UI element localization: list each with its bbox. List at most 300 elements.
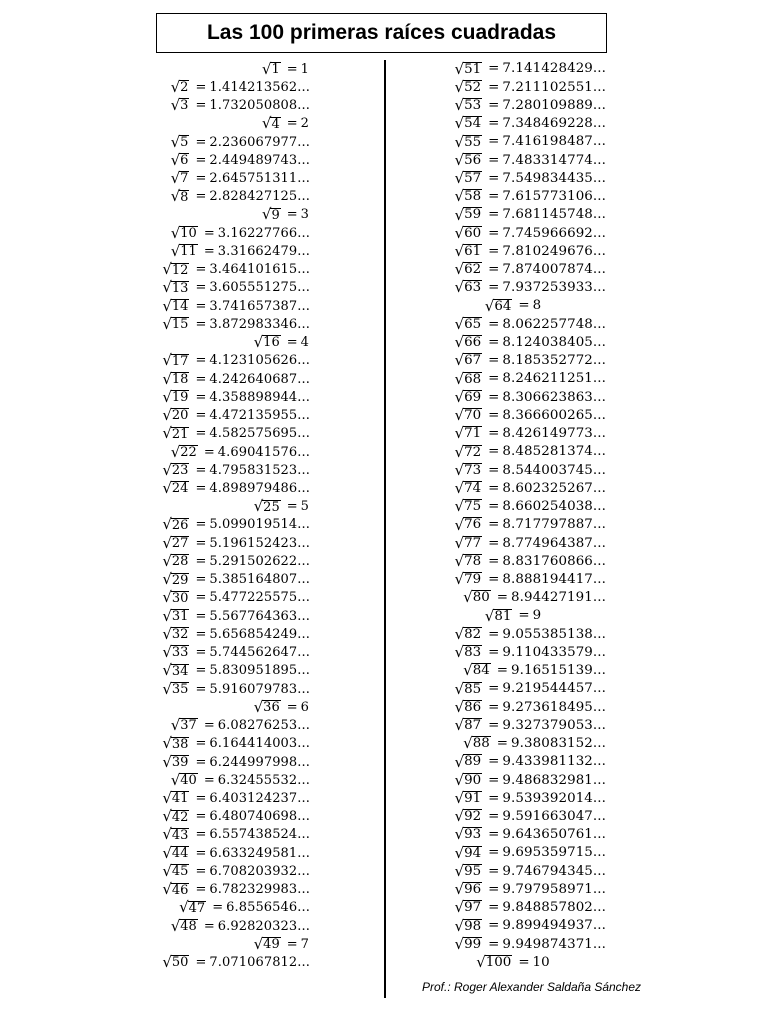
root-row bbox=[150, 771, 310, 789]
radical-expression bbox=[170, 77, 190, 96]
square-root-icon: √ bbox=[454, 260, 465, 279]
root-value: 6.480740698... bbox=[209, 809, 310, 825]
radicand: 35 bbox=[171, 681, 189, 697]
radical-expression bbox=[162, 679, 189, 698]
radicand: 62 bbox=[464, 262, 482, 278]
radical-expression bbox=[454, 843, 483, 862]
root-value: 1 bbox=[300, 61, 309, 77]
equals-sign: = bbox=[286, 335, 298, 351]
root-value: 9.433981132... bbox=[502, 754, 606, 770]
radical-expression bbox=[170, 223, 198, 242]
root-row bbox=[150, 78, 310, 96]
equals-sign: = bbox=[488, 426, 500, 442]
radicand: 51 bbox=[464, 61, 482, 77]
square-root-icon: √ bbox=[162, 533, 172, 552]
equals-sign: = bbox=[195, 553, 207, 569]
root-row bbox=[420, 789, 606, 807]
root-row bbox=[420, 571, 606, 589]
radical-expression bbox=[455, 189, 483, 204]
square-root-icon: √ bbox=[162, 588, 172, 607]
root-value: 7.937253933... bbox=[502, 280, 606, 296]
square-root-icon: √ bbox=[454, 807, 465, 826]
radical-expression bbox=[455, 98, 483, 113]
root-row bbox=[150, 297, 310, 315]
square-root-icon: √ bbox=[454, 169, 465, 188]
radicand: 49 bbox=[263, 937, 280, 953]
equals-sign: = bbox=[488, 754, 500, 770]
root-row bbox=[420, 589, 606, 607]
root-row bbox=[150, 115, 310, 133]
root-value: 6 bbox=[300, 699, 309, 715]
root-value: 6.633249581... bbox=[209, 845, 310, 861]
radicand: 67 bbox=[464, 353, 482, 369]
radical-expression bbox=[162, 843, 189, 862]
radicand: 31 bbox=[171, 609, 189, 624]
square-root-icon: √ bbox=[162, 624, 172, 643]
equals-sign: = bbox=[195, 371, 207, 387]
radical-expression bbox=[162, 551, 189, 570]
root-value: 6.403124237... bbox=[209, 790, 310, 806]
equals-sign: = bbox=[195, 572, 207, 588]
radicand: 4 bbox=[271, 116, 280, 132]
radical-expression bbox=[162, 460, 189, 479]
root-row bbox=[420, 443, 606, 461]
radical-expression bbox=[455, 827, 483, 842]
square-root-icon: √ bbox=[170, 223, 181, 242]
equals-sign: = bbox=[488, 353, 500, 369]
equals-sign: = bbox=[195, 608, 207, 624]
radicand: 6 bbox=[180, 153, 189, 169]
equals-sign: = bbox=[488, 699, 500, 715]
square-root-icon: √ bbox=[162, 606, 172, 625]
root-value: 7.874007874... bbox=[502, 261, 606, 277]
radical-expression bbox=[455, 171, 483, 186]
root-row bbox=[150, 334, 310, 352]
radicand: 46 bbox=[171, 882, 189, 898]
square-root-icon: √ bbox=[162, 387, 172, 406]
root-row bbox=[420, 352, 606, 370]
square-root-icon: √ bbox=[162, 752, 172, 771]
equals-sign: = bbox=[488, 881, 500, 897]
radicand: 11 bbox=[180, 244, 197, 260]
radicand: 43 bbox=[171, 827, 189, 843]
root-value: 7.549834435... bbox=[502, 170, 606, 186]
square-root-icon: √ bbox=[162, 406, 172, 425]
radicand: 82 bbox=[464, 626, 482, 642]
radical-expression bbox=[162, 788, 189, 807]
column-divider bbox=[384, 60, 386, 998]
root-value: 8.717797887... bbox=[502, 517, 606, 533]
equals-sign: = bbox=[496, 736, 508, 752]
root-value: 1.732050808... bbox=[209, 98, 310, 114]
radical-expression bbox=[162, 624, 189, 643]
root-row bbox=[150, 607, 310, 625]
radicand: 73 bbox=[464, 462, 482, 478]
equals-sign: = bbox=[488, 116, 500, 132]
root-value: 9.848857802... bbox=[502, 900, 606, 916]
radical-expression bbox=[262, 116, 281, 131]
radical-expression bbox=[162, 645, 189, 660]
square-root-icon: √ bbox=[162, 679, 172, 698]
radical-expression bbox=[463, 663, 491, 678]
radical-expression bbox=[162, 533, 189, 552]
root-row bbox=[150, 680, 310, 698]
radicand: 20 bbox=[171, 408, 189, 424]
root-value: 3 bbox=[300, 207, 309, 223]
root-row bbox=[420, 826, 606, 844]
root-value: 9 bbox=[532, 608, 542, 624]
root-row bbox=[420, 370, 606, 388]
equals-sign: = bbox=[488, 809, 500, 825]
radicand: 97 bbox=[464, 900, 482, 916]
radicand: 69 bbox=[464, 389, 482, 405]
root-value: 5.830951895... bbox=[209, 663, 310, 679]
radicand: 30 bbox=[171, 590, 189, 606]
radical-expression bbox=[455, 718, 483, 733]
radicand: 54 bbox=[464, 116, 482, 132]
equals-sign: = bbox=[488, 243, 500, 259]
radical-expression bbox=[162, 752, 189, 771]
radical-expression bbox=[162, 408, 189, 423]
root-row bbox=[420, 315, 606, 333]
root-value: 9.539392014... bbox=[502, 790, 606, 806]
radicand: 37 bbox=[180, 718, 197, 734]
radical-expression bbox=[454, 533, 483, 552]
root-row bbox=[150, 881, 310, 899]
radicand: 92 bbox=[464, 809, 482, 825]
root-value: 9.695359715... bbox=[502, 845, 606, 861]
root-row bbox=[420, 899, 606, 917]
root-row bbox=[150, 644, 310, 662]
equals-sign: = bbox=[195, 626, 207, 642]
equals-sign: = bbox=[195, 389, 207, 405]
radical-expression bbox=[454, 442, 483, 461]
radical-expression bbox=[179, 900, 206, 915]
radicand: 41 bbox=[171, 791, 189, 807]
equals-sign: = bbox=[195, 353, 207, 369]
root-value: 8.660254038... bbox=[502, 499, 606, 515]
radical-expression bbox=[162, 262, 189, 277]
radical-expression bbox=[454, 387, 483, 406]
square-root-icon: √ bbox=[162, 551, 172, 570]
square-root-icon: √ bbox=[170, 96, 181, 115]
radicand: 28 bbox=[171, 554, 189, 570]
root-row bbox=[150, 188, 310, 206]
root-row bbox=[420, 151, 606, 169]
root-value: 1.414213562... bbox=[209, 79, 310, 95]
radicand: 48 bbox=[180, 918, 197, 934]
radicand: 53 bbox=[464, 98, 482, 114]
square-root-icon: √ bbox=[170, 241, 181, 260]
root-value: 3.872983346... bbox=[209, 316, 310, 332]
root-row bbox=[420, 479, 606, 497]
square-root-icon: √ bbox=[454, 460, 465, 479]
equals-sign: = bbox=[203, 772, 215, 788]
radicand: 36 bbox=[263, 700, 280, 716]
root-value: 2.645751311... bbox=[209, 171, 310, 187]
square-root-icon: √ bbox=[162, 570, 172, 589]
root-row bbox=[420, 297, 606, 315]
equals-sign: = bbox=[518, 954, 530, 970]
radical-expression bbox=[162, 314, 189, 333]
root-value: 5 bbox=[300, 499, 309, 515]
root-row bbox=[150, 352, 310, 370]
radical-expression bbox=[455, 280, 483, 295]
radical-expression bbox=[454, 934, 483, 953]
radicand: 1 bbox=[271, 61, 280, 77]
square-root-icon: √ bbox=[454, 314, 465, 333]
radical-expression bbox=[484, 606, 513, 625]
radical-expression bbox=[454, 460, 483, 479]
root-value: 5.196152423... bbox=[209, 535, 310, 551]
root-row bbox=[150, 206, 310, 224]
radical-expression bbox=[455, 900, 483, 915]
radicand: 66 bbox=[464, 335, 482, 351]
radical-expression bbox=[162, 590, 189, 605]
root-value: 6.164414003... bbox=[209, 736, 310, 752]
radical-expression bbox=[454, 77, 483, 96]
radical-expression bbox=[454, 861, 483, 880]
radical-expression bbox=[171, 718, 198, 733]
radicand: 61 bbox=[464, 243, 482, 259]
radicand: 39 bbox=[171, 754, 189, 770]
square-root-icon: √ bbox=[454, 223, 465, 242]
root-value: 7.280109889... bbox=[502, 97, 606, 113]
root-row bbox=[150, 899, 310, 917]
root-value: 6.32455532... bbox=[217, 772, 310, 788]
equals-sign: = bbox=[203, 225, 215, 241]
root-value: 8.306623863... bbox=[502, 389, 606, 405]
square-root-icon: √ bbox=[454, 187, 465, 206]
square-root-icon: √ bbox=[454, 697, 465, 716]
radicand: 38 bbox=[171, 736, 189, 752]
radicand: 25 bbox=[263, 499, 280, 515]
root-row bbox=[420, 206, 606, 224]
equals-sign: = bbox=[488, 480, 500, 496]
root-row bbox=[420, 935, 606, 953]
square-root-icon: √ bbox=[454, 679, 465, 698]
equals-sign: = bbox=[496, 590, 508, 606]
equals-sign: = bbox=[488, 900, 500, 916]
root-value: 8.426149773... bbox=[502, 426, 606, 442]
equals-sign: = bbox=[488, 407, 500, 423]
root-value: 8.774964387... bbox=[502, 535, 606, 551]
root-row bbox=[420, 224, 606, 242]
equals-sign: = bbox=[488, 827, 500, 843]
square-root-icon: √ bbox=[253, 934, 264, 953]
root-value: 8.544003745... bbox=[502, 462, 606, 478]
root-value: 3.464101615... bbox=[209, 262, 310, 278]
radicand: 96 bbox=[464, 882, 482, 898]
radicand: 14 bbox=[171, 299, 189, 315]
radicand: 23 bbox=[171, 463, 189, 479]
root-row bbox=[150, 261, 310, 279]
root-row bbox=[150, 935, 310, 953]
radical-expression bbox=[454, 770, 483, 789]
root-row bbox=[150, 571, 310, 589]
radical-expression bbox=[454, 551, 483, 570]
equals-sign: = bbox=[488, 681, 500, 697]
root-value: 7.681145748... bbox=[502, 207, 606, 223]
root-row bbox=[420, 516, 606, 534]
root-row bbox=[150, 370, 310, 388]
square-root-icon: √ bbox=[162, 788, 172, 807]
square-root-icon: √ bbox=[454, 716, 465, 735]
square-root-icon: √ bbox=[484, 606, 495, 625]
square-root-icon: √ bbox=[454, 752, 465, 771]
root-row bbox=[420, 552, 606, 570]
radical-expression bbox=[162, 827, 189, 842]
square-root-icon: √ bbox=[454, 369, 465, 388]
root-value: 7.348469228... bbox=[502, 116, 606, 132]
radicand: 95 bbox=[464, 863, 482, 879]
root-value: 9.643650761... bbox=[502, 827, 606, 843]
radical-expression bbox=[162, 809, 189, 824]
square-root-icon: √ bbox=[261, 205, 272, 224]
radicand: 21 bbox=[171, 426, 189, 442]
square-root-icon: √ bbox=[454, 333, 465, 352]
radical-expression bbox=[162, 296, 189, 315]
radical-expression bbox=[454, 369, 483, 388]
radicand: 77 bbox=[464, 535, 482, 551]
radical-expression bbox=[170, 770, 198, 789]
equals-sign: = bbox=[195, 645, 207, 661]
root-row bbox=[150, 808, 310, 826]
radicand: 32 bbox=[171, 627, 189, 643]
radicand: 88 bbox=[472, 736, 490, 752]
equals-sign: = bbox=[195, 79, 207, 95]
square-root-icon: √ bbox=[162, 515, 172, 534]
root-value: 4.358898944... bbox=[209, 389, 310, 405]
radical-expression bbox=[170, 442, 198, 461]
radicand: 59 bbox=[464, 207, 482, 223]
root-value: 8.888194417... bbox=[502, 571, 606, 587]
square-root-icon: √ bbox=[454, 934, 465, 953]
root-row bbox=[150, 169, 310, 187]
root-row bbox=[150, 662, 310, 680]
root-value: 8.485281374... bbox=[502, 444, 606, 460]
radicand: 83 bbox=[464, 645, 482, 661]
square-root-icon: √ bbox=[162, 460, 172, 479]
root-value: 5.477225575... bbox=[209, 590, 310, 606]
equals-sign: = bbox=[488, 517, 500, 533]
radicand: 52 bbox=[464, 79, 482, 95]
equals-sign: = bbox=[195, 845, 207, 861]
square-root-icon: √ bbox=[162, 825, 172, 844]
root-value: 4.123105626... bbox=[209, 353, 310, 369]
root-row bbox=[420, 169, 606, 187]
root-value: 9.16515139... bbox=[510, 663, 606, 679]
radicand: 85 bbox=[464, 681, 482, 697]
square-root-icon: √ bbox=[162, 734, 172, 753]
root-row bbox=[420, 115, 606, 133]
radicand: 7 bbox=[180, 171, 189, 187]
radical-expression bbox=[455, 335, 483, 350]
radical-expression bbox=[253, 934, 281, 953]
equals-sign: = bbox=[195, 408, 207, 424]
root-row bbox=[420, 844, 606, 862]
equals-sign: = bbox=[212, 900, 224, 916]
equals-sign: = bbox=[488, 499, 500, 515]
root-value: 2.828427125... bbox=[209, 189, 310, 205]
square-root-icon: √ bbox=[162, 843, 172, 862]
square-root-icon: √ bbox=[170, 916, 181, 935]
equals-sign: = bbox=[286, 699, 298, 715]
root-value: 5.744562647... bbox=[209, 645, 310, 661]
root-row bbox=[150, 625, 310, 643]
square-root-icon: √ bbox=[454, 96, 465, 115]
radicand: 76 bbox=[464, 517, 482, 533]
radical-expression bbox=[455, 262, 483, 277]
square-root-icon: √ bbox=[454, 861, 465, 880]
root-row bbox=[150, 479, 310, 497]
square-root-icon: √ bbox=[454, 916, 465, 935]
square-root-icon: √ bbox=[463, 734, 473, 753]
equals-sign: = bbox=[195, 809, 207, 825]
root-row bbox=[420, 917, 606, 935]
equals-sign: = bbox=[488, 261, 500, 277]
root-row bbox=[150, 133, 310, 151]
radicand: 40 bbox=[180, 773, 197, 789]
root-row bbox=[420, 808, 606, 826]
root-row bbox=[150, 151, 310, 169]
root-value: 5.291502622... bbox=[209, 553, 310, 569]
equals-sign: = bbox=[488, 207, 500, 223]
radical-expression bbox=[454, 697, 483, 716]
root-value: 3.741657387... bbox=[209, 298, 310, 314]
equals-sign: = bbox=[195, 316, 207, 332]
square-root-icon: √ bbox=[454, 515, 465, 534]
radicand: 12 bbox=[171, 262, 189, 278]
root-row bbox=[420, 261, 606, 279]
square-root-icon: √ bbox=[454, 843, 465, 862]
radicand: 17 bbox=[171, 353, 189, 369]
square-root-icon: √ bbox=[454, 880, 465, 899]
root-row bbox=[150, 242, 310, 260]
radicand: 44 bbox=[171, 846, 189, 862]
radicand: 87 bbox=[464, 718, 482, 734]
root-value: 7.071067812... bbox=[209, 955, 310, 971]
radicand: 63 bbox=[464, 280, 482, 296]
radical-expression bbox=[162, 606, 189, 625]
root-row bbox=[150, 789, 310, 807]
root-value: 8 bbox=[532, 298, 542, 314]
radical-expression bbox=[455, 116, 483, 131]
root-row bbox=[420, 279, 606, 297]
root-value: 7.211102551... bbox=[502, 79, 606, 95]
square-root-icon: √ bbox=[261, 114, 272, 133]
square-root-icon: √ bbox=[162, 314, 172, 333]
radical-expression bbox=[171, 98, 190, 113]
root-value: 5.099019514... bbox=[209, 517, 310, 533]
equals-sign: = bbox=[195, 736, 207, 752]
equals-sign: = bbox=[488, 170, 500, 186]
root-row bbox=[420, 188, 606, 206]
square-root-icon: √ bbox=[454, 278, 465, 297]
radical-expression bbox=[484, 296, 513, 315]
root-row bbox=[150, 552, 310, 570]
radical-expression bbox=[454, 241, 483, 260]
radical-expression bbox=[455, 645, 483, 660]
equals-sign: = bbox=[195, 262, 207, 278]
root-row bbox=[150, 461, 310, 479]
root-row bbox=[420, 881, 606, 899]
equals-sign: = bbox=[195, 189, 207, 205]
root-value: 7.615773106... bbox=[502, 189, 606, 205]
equals-sign: = bbox=[488, 371, 500, 387]
radicand: 15 bbox=[171, 317, 189, 333]
root-value: 6.782329983... bbox=[209, 882, 310, 898]
